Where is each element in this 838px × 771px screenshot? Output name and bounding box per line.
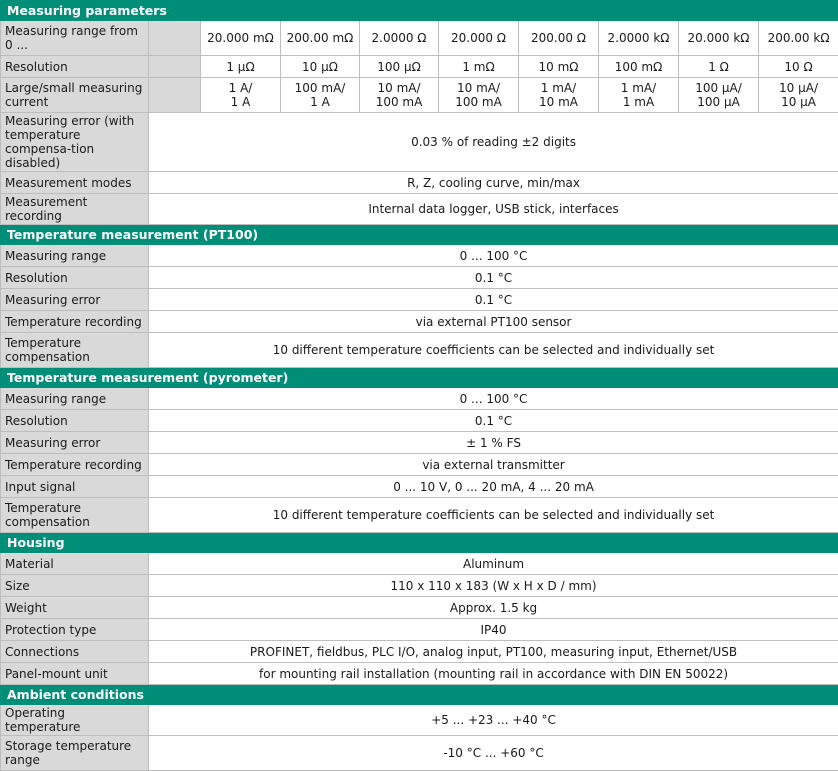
row-value: Approx. 1.5 kg [149, 597, 838, 619]
row-label: Measuring range from 0 ... [1, 21, 149, 56]
table-row [1, 56, 838, 78]
current-value [759, 78, 838, 113]
row-label: Storage temperature range [1, 736, 149, 771]
table-row [1, 267, 838, 289]
range-value: 20.000 Ω [439, 21, 519, 56]
table-row [1, 432, 838, 454]
current-large: 100 µA/ [695, 81, 742, 95]
current-value [439, 78, 519, 113]
range-value: 2.0000 kΩ [599, 21, 679, 56]
table-row [1, 663, 838, 685]
row-value: ± 1 % FS [149, 432, 838, 454]
table-row [1, 553, 838, 575]
row-value: -10 °C ... +60 °C [149, 736, 838, 771]
row-value: 10 different temperature coefficients can be selected and individually set [149, 333, 838, 368]
table-row [1, 388, 838, 410]
table-row [1, 575, 838, 597]
section-header-pt100 [1, 225, 838, 245]
current-value [679, 78, 759, 113]
resolution-value: 100 µΩ [360, 56, 439, 78]
section-header-pyrometer [1, 368, 838, 388]
row-label: Resolution [1, 410, 149, 432]
range-value: 2.0000 Ω [360, 21, 439, 56]
row-value: PROFINET, fieldbus, PLC I/O, analog input, PT100, measuring input, Ethernet/USB [149, 641, 838, 663]
row-label: Measuring error [1, 289, 149, 311]
resolution-value: 1 Ω [679, 56, 759, 78]
table-row [1, 641, 838, 663]
row-value: 0.03 % of reading ±2 digits [149, 113, 838, 172]
row-value: Internal data logger, USB stick, interfaces [149, 194, 838, 225]
table-row [1, 498, 838, 533]
row-label: Measurement modes [1, 172, 149, 194]
table-row [1, 454, 838, 476]
row-value: 0 ... 10 V, 0 ... 20 mA, 4 ... 20 mA [149, 476, 838, 498]
row-label: Temperature recording [1, 311, 149, 333]
table-row [1, 597, 838, 619]
resolution-value: 1 mΩ [439, 56, 519, 78]
label-spacer [149, 56, 201, 78]
row-label: Protection type [1, 619, 149, 641]
current-small: 100 mA [376, 95, 423, 109]
row-value: 0.1 °C [149, 267, 838, 289]
row-label: Temperature compensation [1, 498, 149, 533]
row-label: Measuring range [1, 388, 149, 410]
table-row [1, 78, 838, 113]
row-label: Input signal [1, 476, 149, 498]
section-title: Ambient conditions [1, 685, 838, 705]
row-value: 110 x 110 x 183 (W x H x D / mm) [149, 575, 838, 597]
row-label: Weight [1, 597, 149, 619]
row-value: IP40 [149, 619, 838, 641]
table-row [1, 736, 838, 771]
row-value: Aluminum [149, 553, 838, 575]
label-spacer [149, 78, 201, 113]
current-small: 100 mA [455, 95, 502, 109]
current-small: 100 µA [697, 95, 740, 109]
current-small: 1 mA [623, 95, 654, 109]
table-row [1, 21, 838, 56]
row-label: Measurement recording [1, 194, 149, 225]
table-row [1, 113, 838, 172]
current-small: 10 µA [781, 95, 816, 109]
row-value: +5 ... +23 ... +40 °C [149, 705, 838, 736]
current-value [519, 78, 599, 113]
table-row [1, 705, 838, 736]
row-label: Temperature recording [1, 454, 149, 476]
current-small: 10 mA [539, 95, 578, 109]
row-label: Size [1, 575, 149, 597]
current-value [201, 78, 281, 113]
row-value: 0 ... 100 °C [149, 388, 838, 410]
row-value: via external PT100 sensor [149, 311, 838, 333]
section-header-housing [1, 533, 838, 553]
row-label: Connections [1, 641, 149, 663]
row-value: 10 different temperature coefficients can be selected and individually set [149, 498, 838, 533]
current-value [599, 78, 679, 113]
range-value: 200.00 mΩ [281, 21, 360, 56]
current-small: 1 A [231, 95, 251, 109]
range-value: 200.00 kΩ [759, 21, 838, 56]
range-value: 20.000 kΩ [679, 21, 759, 56]
row-value: via external transmitter [149, 454, 838, 476]
table-row [1, 476, 838, 498]
row-value: 0.1 °C [149, 289, 838, 311]
current-large: 100 mA/ [295, 81, 346, 95]
resolution-value: 10 µΩ [281, 56, 360, 78]
section-title: Temperature measurement (pyrometer) [1, 368, 838, 388]
current-small: 1 A [310, 95, 330, 109]
section-header-measuring [1, 1, 838, 21]
table-row [1, 194, 838, 225]
current-large: 10 mA/ [457, 81, 500, 95]
section-header-ambient [1, 685, 838, 705]
current-large: 1 mA/ [621, 81, 656, 95]
row-label: Temperature compensation [1, 333, 149, 368]
row-label: Measuring error [1, 432, 149, 454]
label-spacer [149, 21, 201, 56]
table-row [1, 410, 838, 432]
table-row [1, 619, 838, 641]
row-label: Operating temperature [1, 705, 149, 736]
section-title: Temperature measurement (PT100) [1, 225, 838, 245]
row-label: Resolution [1, 56, 149, 78]
resolution-value: 100 mΩ [599, 56, 679, 78]
table-row [1, 245, 838, 267]
current-large: 1 A/ [229, 81, 253, 95]
row-label: Material [1, 553, 149, 575]
row-label: Panel-mount unit [1, 663, 149, 685]
section-title: Housing [1, 533, 838, 553]
current-large: 10 mA/ [377, 81, 420, 95]
resolution-value: 1 µΩ [201, 56, 281, 78]
row-label: Measuring error (with temperature compensa-tion disabled) [1, 113, 149, 172]
current-value [281, 78, 360, 113]
range-value: 200.00 Ω [519, 21, 599, 56]
section-title: Measuring parameters [1, 1, 838, 21]
current-large: 1 mA/ [541, 81, 576, 95]
row-label: Measuring range [1, 245, 149, 267]
row-value: 0 ... 100 °C [149, 245, 838, 267]
range-value: 20.000 mΩ [201, 21, 281, 56]
row-label: Large/small measuring current [1, 78, 149, 113]
resolution-value: 10 Ω [759, 56, 838, 78]
table-row [1, 289, 838, 311]
row-value: for mounting rail installation (mounting rail in accordance with DIN EN 50022) [149, 663, 838, 685]
current-value [360, 78, 439, 113]
row-label: Resolution [1, 267, 149, 289]
row-value: 0.1 °C [149, 410, 838, 432]
resolution-value: 10 mΩ [519, 56, 599, 78]
table-row [1, 333, 838, 368]
table-row [1, 172, 838, 194]
current-large: 10 µA/ [779, 81, 818, 95]
table-row [1, 311, 838, 333]
row-value: R, Z, cooling curve, min/max [149, 172, 838, 194]
